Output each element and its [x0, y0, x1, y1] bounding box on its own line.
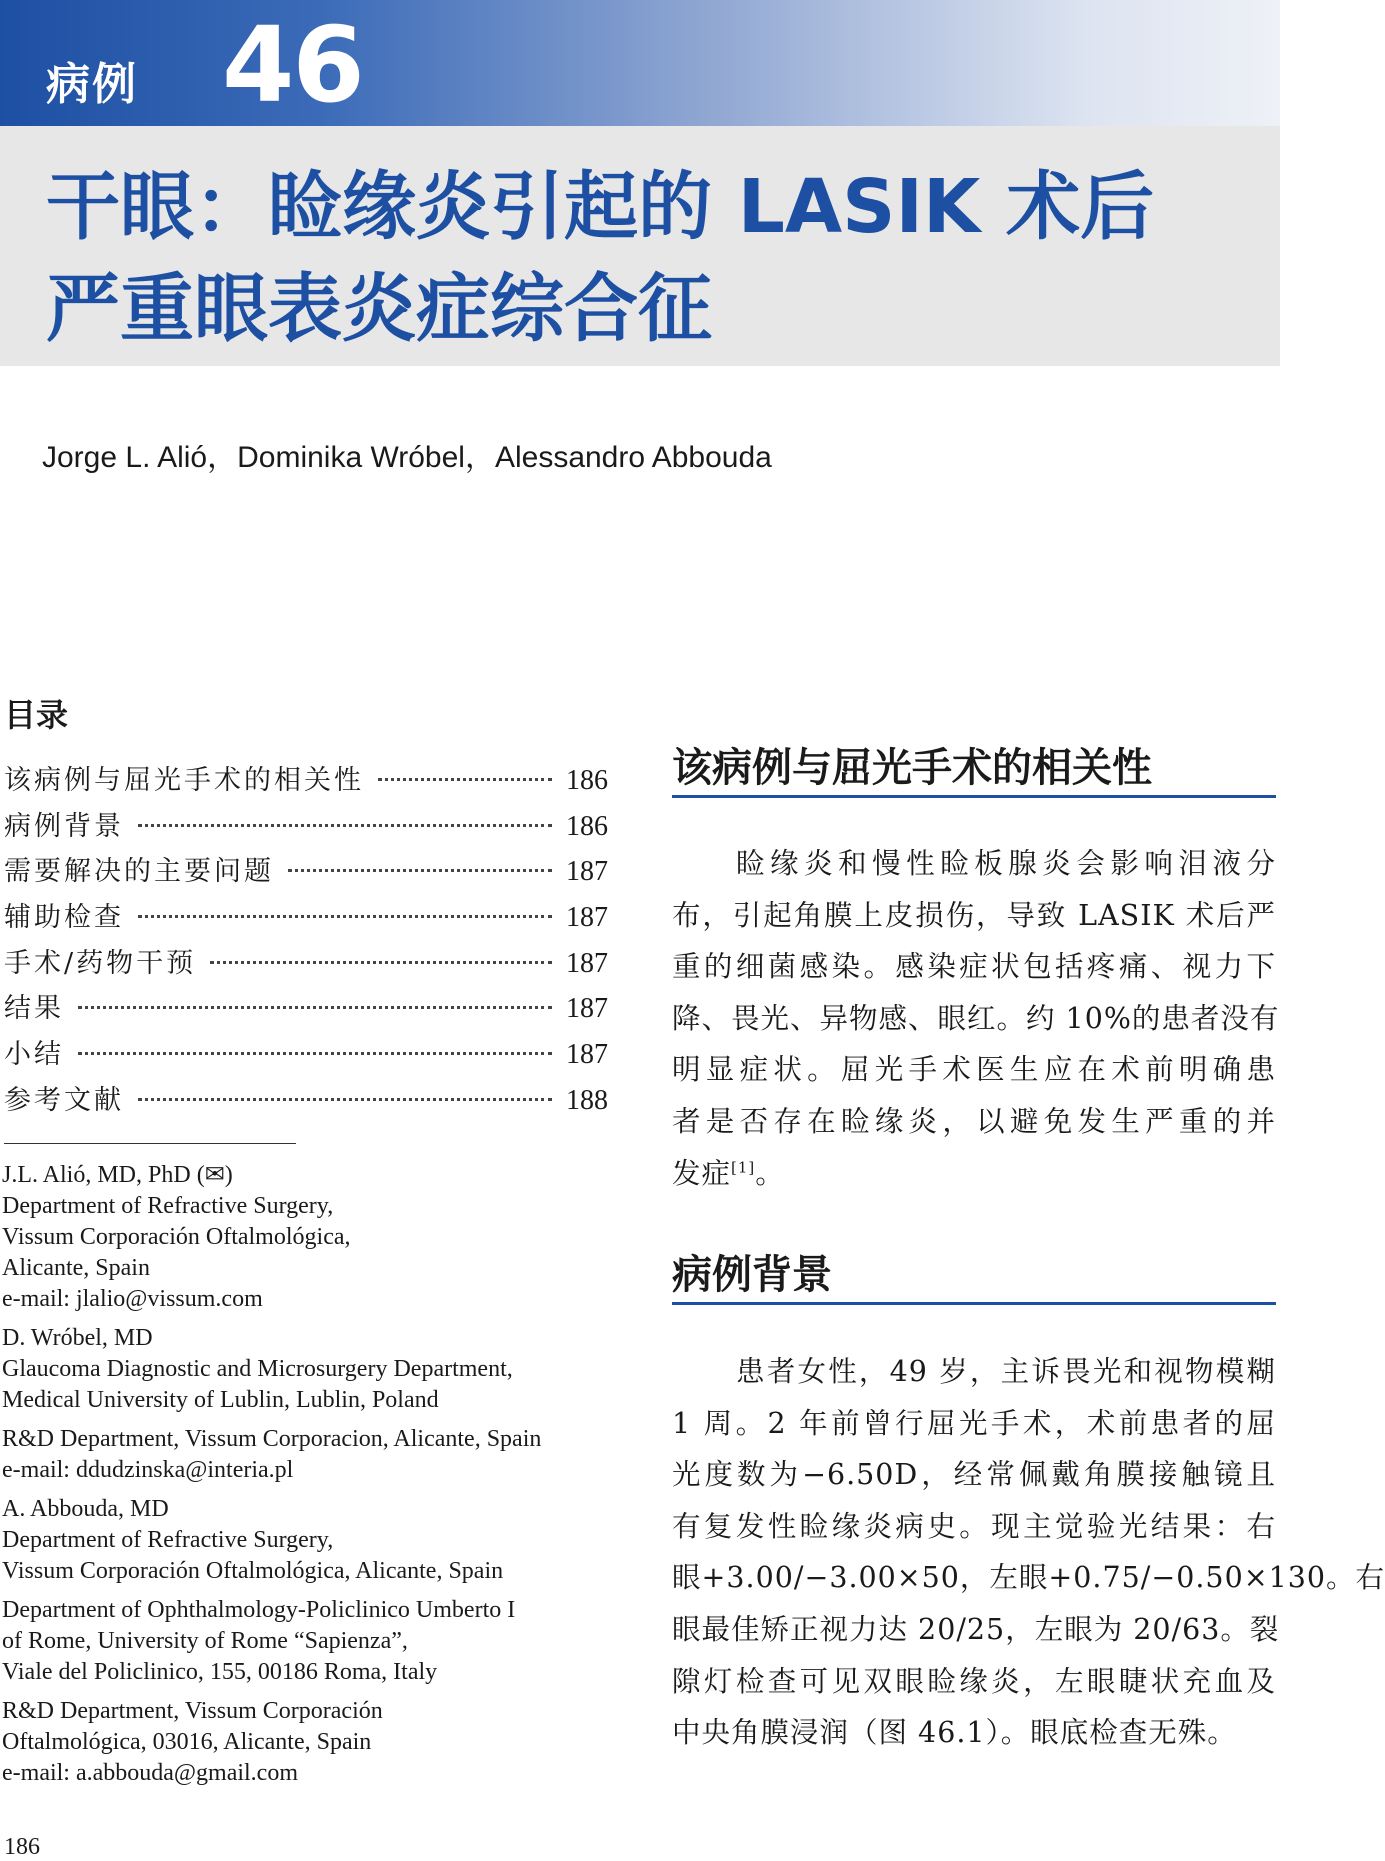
toc-item-label: 结果	[4, 993, 64, 1025]
toc-item[interactable]	[4, 758, 608, 804]
toc-item-page: 187	[566, 902, 608, 934]
email-line[interactable]: e-mail: jlalio@vissum.com	[2, 1286, 263, 1312]
affiliation-group	[2, 1494, 642, 1587]
body-line: 眼+3.00/−3.00×50，左眼+0.75/−0.50×130。右	[672, 1561, 1385, 1595]
section-heading-background: 病例背景	[672, 1243, 1276, 1305]
toc-item[interactable]	[4, 804, 608, 850]
toc-item-label: 辅助检查	[4, 902, 124, 934]
toc-item-label: 小结	[4, 1039, 64, 1071]
toc-item-page: 187	[566, 947, 608, 979]
table-of-contents	[4, 758, 608, 1124]
email-line[interactable]: e-mail: a.abbouda@gmail.com	[2, 1760, 299, 1786]
chapter-title-line-1: 干眼：睑缘炎引起的 LASIK 术后	[46, 164, 1155, 250]
body-line: 隙灯检查可见双眼睑缘炎，左眼睫状充血及	[672, 1664, 1276, 1698]
affiliation-line: J.L. Alió, MD, PhD (✉)	[2, 1162, 233, 1188]
affiliation-line: Vissum Corporación Oftalmológica,	[2, 1224, 351, 1250]
toc-item-label: 病例背景	[4, 810, 124, 842]
toc-item-page: 188	[566, 1084, 608, 1116]
body-line: 降、畏光、异物感、眼红。约 10%的患者没有	[672, 1001, 1280, 1035]
affiliation-line: D. Wróbel, MD	[2, 1325, 153, 1351]
affiliation-line: Viale del Policlinico, 155, 00186 Roma, Italy	[2, 1659, 438, 1685]
toc-item-page: 187	[566, 993, 608, 1025]
author-list: Jorge L. Alió，Dominika Wróbel，Alessandro Abbouda	[42, 441, 772, 474]
toc-item[interactable]	[4, 986, 608, 1032]
toc-item-page: 187	[566, 1039, 608, 1071]
toc-item[interactable]	[4, 895, 608, 941]
affiliation-line: R&D Department, Vissum Corporación	[2, 1698, 383, 1724]
case-label: 病例	[46, 59, 138, 110]
body-line: 1 周。2 年前曾行屈光手术，术前患者的屈	[672, 1406, 1276, 1440]
toc-leader-dots	[138, 915, 552, 918]
body-line: 布，引起角膜上皮损伤，导致 LASIK 术后严	[672, 898, 1276, 932]
toc-leader-dots	[288, 869, 552, 872]
affiliation-line: Vissum Corporación Oftalmológica, Alicante, Spain	[2, 1558, 504, 1584]
affiliation-group	[2, 1696, 642, 1789]
toc-item[interactable]	[4, 941, 608, 987]
toc-item-label: 手术/药物干预	[4, 947, 197, 979]
body-line	[672, 1148, 1276, 1200]
toc-item[interactable]	[4, 849, 608, 895]
body-line: 睑缘炎和慢性睑板腺炎会影响泪液分	[736, 847, 1276, 880]
reference-citation[interactable]: [1]	[731, 1158, 756, 1177]
body-line: 眼最佳矫正视力达 20/25，左眼为 20/63。裂	[672, 1612, 1280, 1646]
affiliation-group	[2, 1160, 642, 1315]
body-line: 者是否存在睑缘炎，以避免发生严重的并	[672, 1104, 1276, 1138]
section-background-body	[672, 1346, 1385, 1759]
header-band	[0, 0, 1280, 126]
body-line: 中央角膜浸润（图 46.1）。眼底检查无殊。	[672, 1716, 1237, 1750]
toc-heading: 目录	[4, 696, 69, 734]
body-text: 。	[755, 1156, 785, 1190]
affiliation-line: R&D Department, Vissum Corporacion, Alicante, Spain	[2, 1426, 542, 1452]
body-line: 重的细菌感染。感染症状包括疼痛、视力下	[672, 950, 1276, 984]
section-heading-relevance: 该病例与屈光手术的相关性	[672, 736, 1276, 798]
toc-leader-dots	[210, 961, 552, 964]
page-number: 186	[4, 1834, 40, 1860]
body-line: 明显症状。屈光手术医生应在术前明确患	[672, 1053, 1276, 1087]
toc-item-label: 该病例与屈光手术的相关性	[4, 765, 364, 796]
affiliation-line: Glaucoma Diagnostic and Microsurgery Department,	[2, 1356, 513, 1382]
affiliation-group	[2, 1595, 642, 1688]
affiliation-line: of Rome, University of Rome “Sapienza”,	[2, 1628, 408, 1654]
toc-item-page: 186	[566, 810, 608, 842]
toc-leader-dots	[138, 824, 552, 827]
affiliation-line: A. Abbouda, MD	[2, 1496, 169, 1522]
body-line: 光度数为−6.50D，经常佩戴角膜接触镜且	[672, 1458, 1276, 1492]
body-text: 发症	[672, 1156, 732, 1190]
affiliation-line: Department of Ophthalmology-Policlinico Umberto I	[2, 1597, 516, 1623]
toc-item-page: 186	[566, 765, 608, 796]
author-affiliations	[2, 1160, 642, 1797]
toc-leader-dots	[78, 1006, 552, 1009]
affiliation-group	[2, 1323, 642, 1416]
toc-item-label: 需要解决的主要问题	[4, 856, 274, 888]
toc-leader-dots	[378, 778, 552, 781]
toc-item-label: 参考文献	[4, 1084, 124, 1116]
section-relevance-body	[672, 838, 1280, 1199]
affiliation-line: Department of Refractive Surgery,	[2, 1193, 334, 1219]
affiliation-line: Medical University of Lublin, Lublin, Poland	[2, 1387, 439, 1413]
affiliation-line: Department of Refractive Surgery,	[2, 1527, 334, 1553]
chapter-title-line-2: 严重眼表炎症综合征	[46, 266, 712, 352]
case-number: 46	[222, 4, 363, 126]
toc-leader-dots	[138, 1098, 552, 1101]
affiliation-line: Oftalmológica, 03016, Alicante, Spain	[2, 1729, 372, 1755]
toc-leader-dots	[78, 1052, 552, 1055]
affiliation-line: Alicante, Spain	[2, 1255, 150, 1281]
footnote-separator	[4, 1143, 296, 1144]
body-line: 患者女性，49 岁，主诉畏光和视物模糊	[736, 1355, 1276, 1388]
affiliation-group	[2, 1424, 642, 1486]
body-line: 有复发性睑缘炎病史。现主觉验光结果：右	[672, 1509, 1276, 1543]
toc-item[interactable]	[4, 1078, 608, 1124]
toc-item[interactable]	[4, 1032, 608, 1078]
toc-item-page: 187	[566, 856, 608, 888]
email-line[interactable]: e-mail: ddudzinska@interia.pl	[2, 1457, 294, 1483]
